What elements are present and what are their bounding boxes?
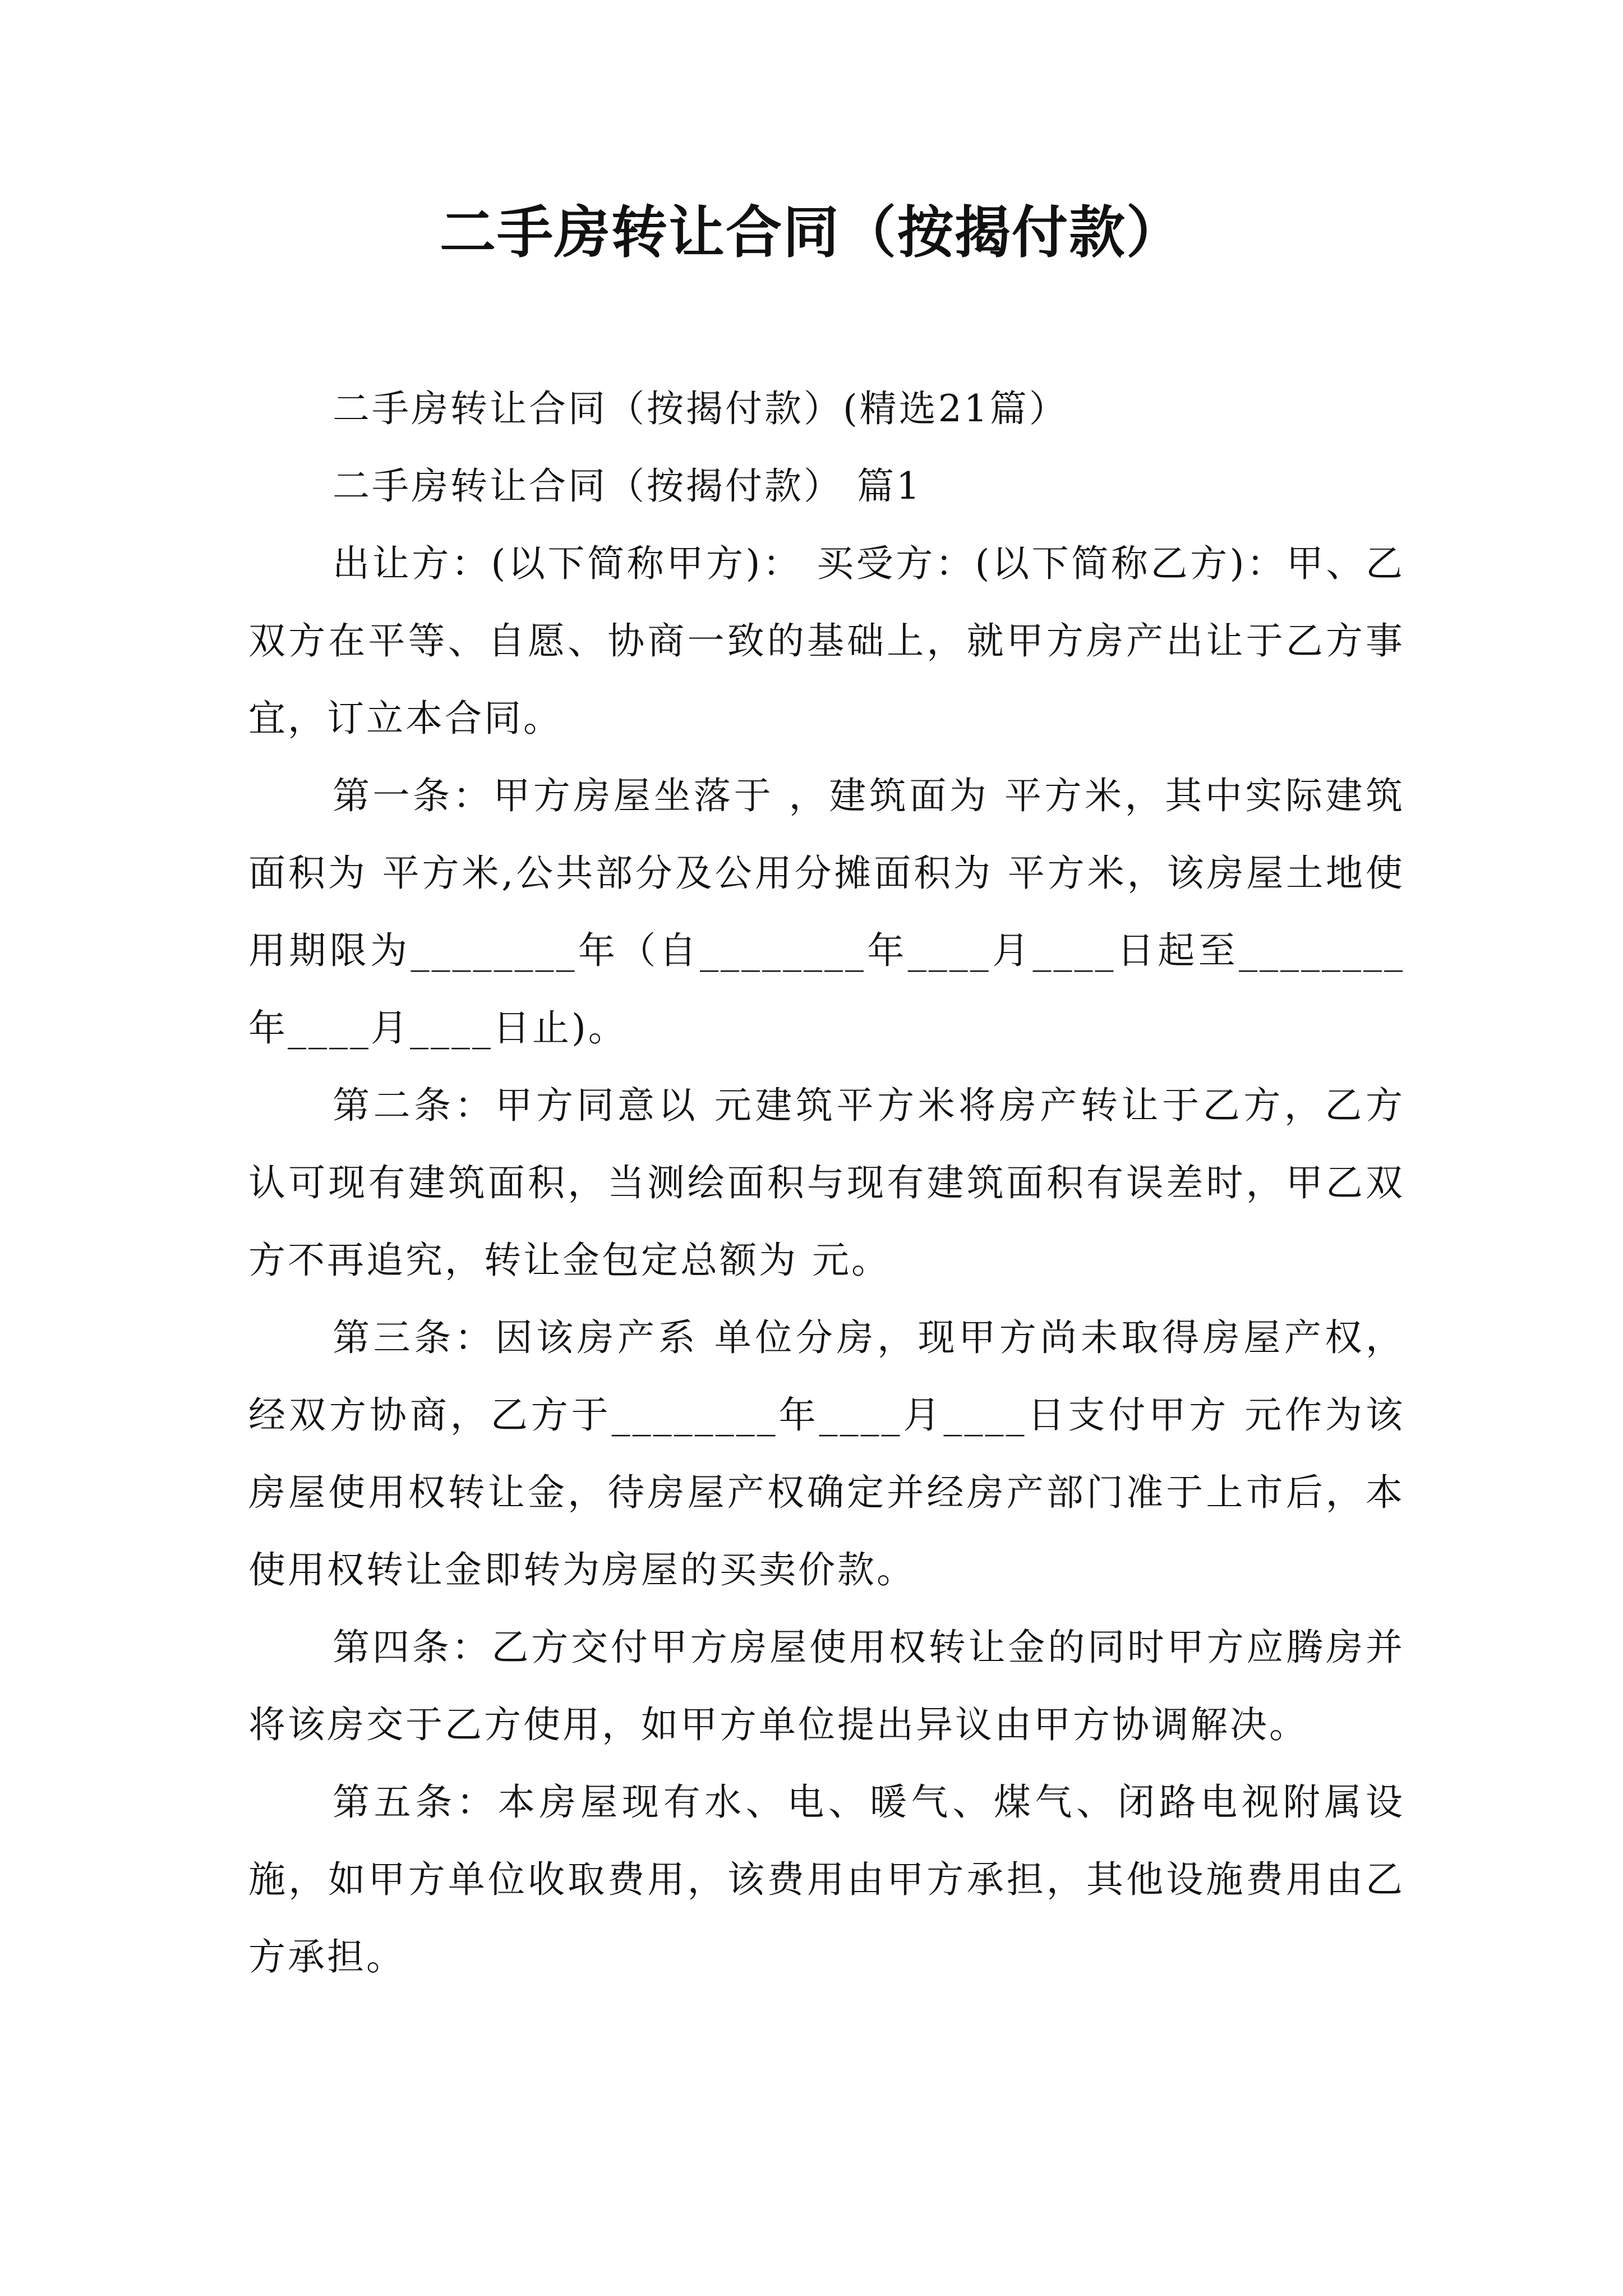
article-3-paragraph: 第三条：因该房产系 单位分房，现甲方尚未取得房屋产权，经双方协商，乙方于________年____月____日支付甲方 元作为该房屋使用权转让金，待房屋产权确定并经房产部门准于上市后，本使用权转让金即转为房屋的买卖价款。 (248, 1316, 1405, 1591)
document-body (248, 370, 1405, 1996)
section-heading: 二手房转让合同（按揭付款） 篇1 (333, 464, 922, 508)
collection-heading: 二手房转让合同（按揭付款）(精选21篇） (333, 387, 1068, 430)
article-4-paragraph: 第四条：乙方交付甲方房屋使用权转让金的同时甲方应腾房并将该房交于乙方使用，如甲方单位提出异议由甲方协调解决。 (248, 1626, 1405, 1746)
parties-paragraph: 出让方：(以下简称甲方)： 买受方：(以下简称乙方)：甲、乙双方在平等、自愿、协商一致的基础上，就甲方房产出让于乙方事宜，订立本合同。 (248, 542, 1405, 740)
article-1-paragraph: 第一条：甲方房屋坐落于 ，建筑面为 平方米，其中实际建筑面积为 平方米,公共部分及公用分摊面积为 平方米，该房屋土地使用期限为________年（自________年____月____日起至________年____月____日止)。 (248, 774, 1405, 1050)
article-2-paragraph: 第二条：甲方同意以 元建筑平方米将房产转让于乙方，乙方认可现有建筑面积，当测绘面积与现有建筑面积有误差时，甲乙双方不再追究，转让金包定总额为 元。 (248, 1084, 1405, 1282)
article-5-paragraph: 第五条：本房屋现有水、电、暖气、煤气、闭路电视附属设施，如甲方单位收取费用，该费用由甲方承担，其他设施费用由乙方承担。 (248, 1780, 1405, 1978)
document-title: 二手房转让合同（按揭付款） (440, 200, 1183, 265)
